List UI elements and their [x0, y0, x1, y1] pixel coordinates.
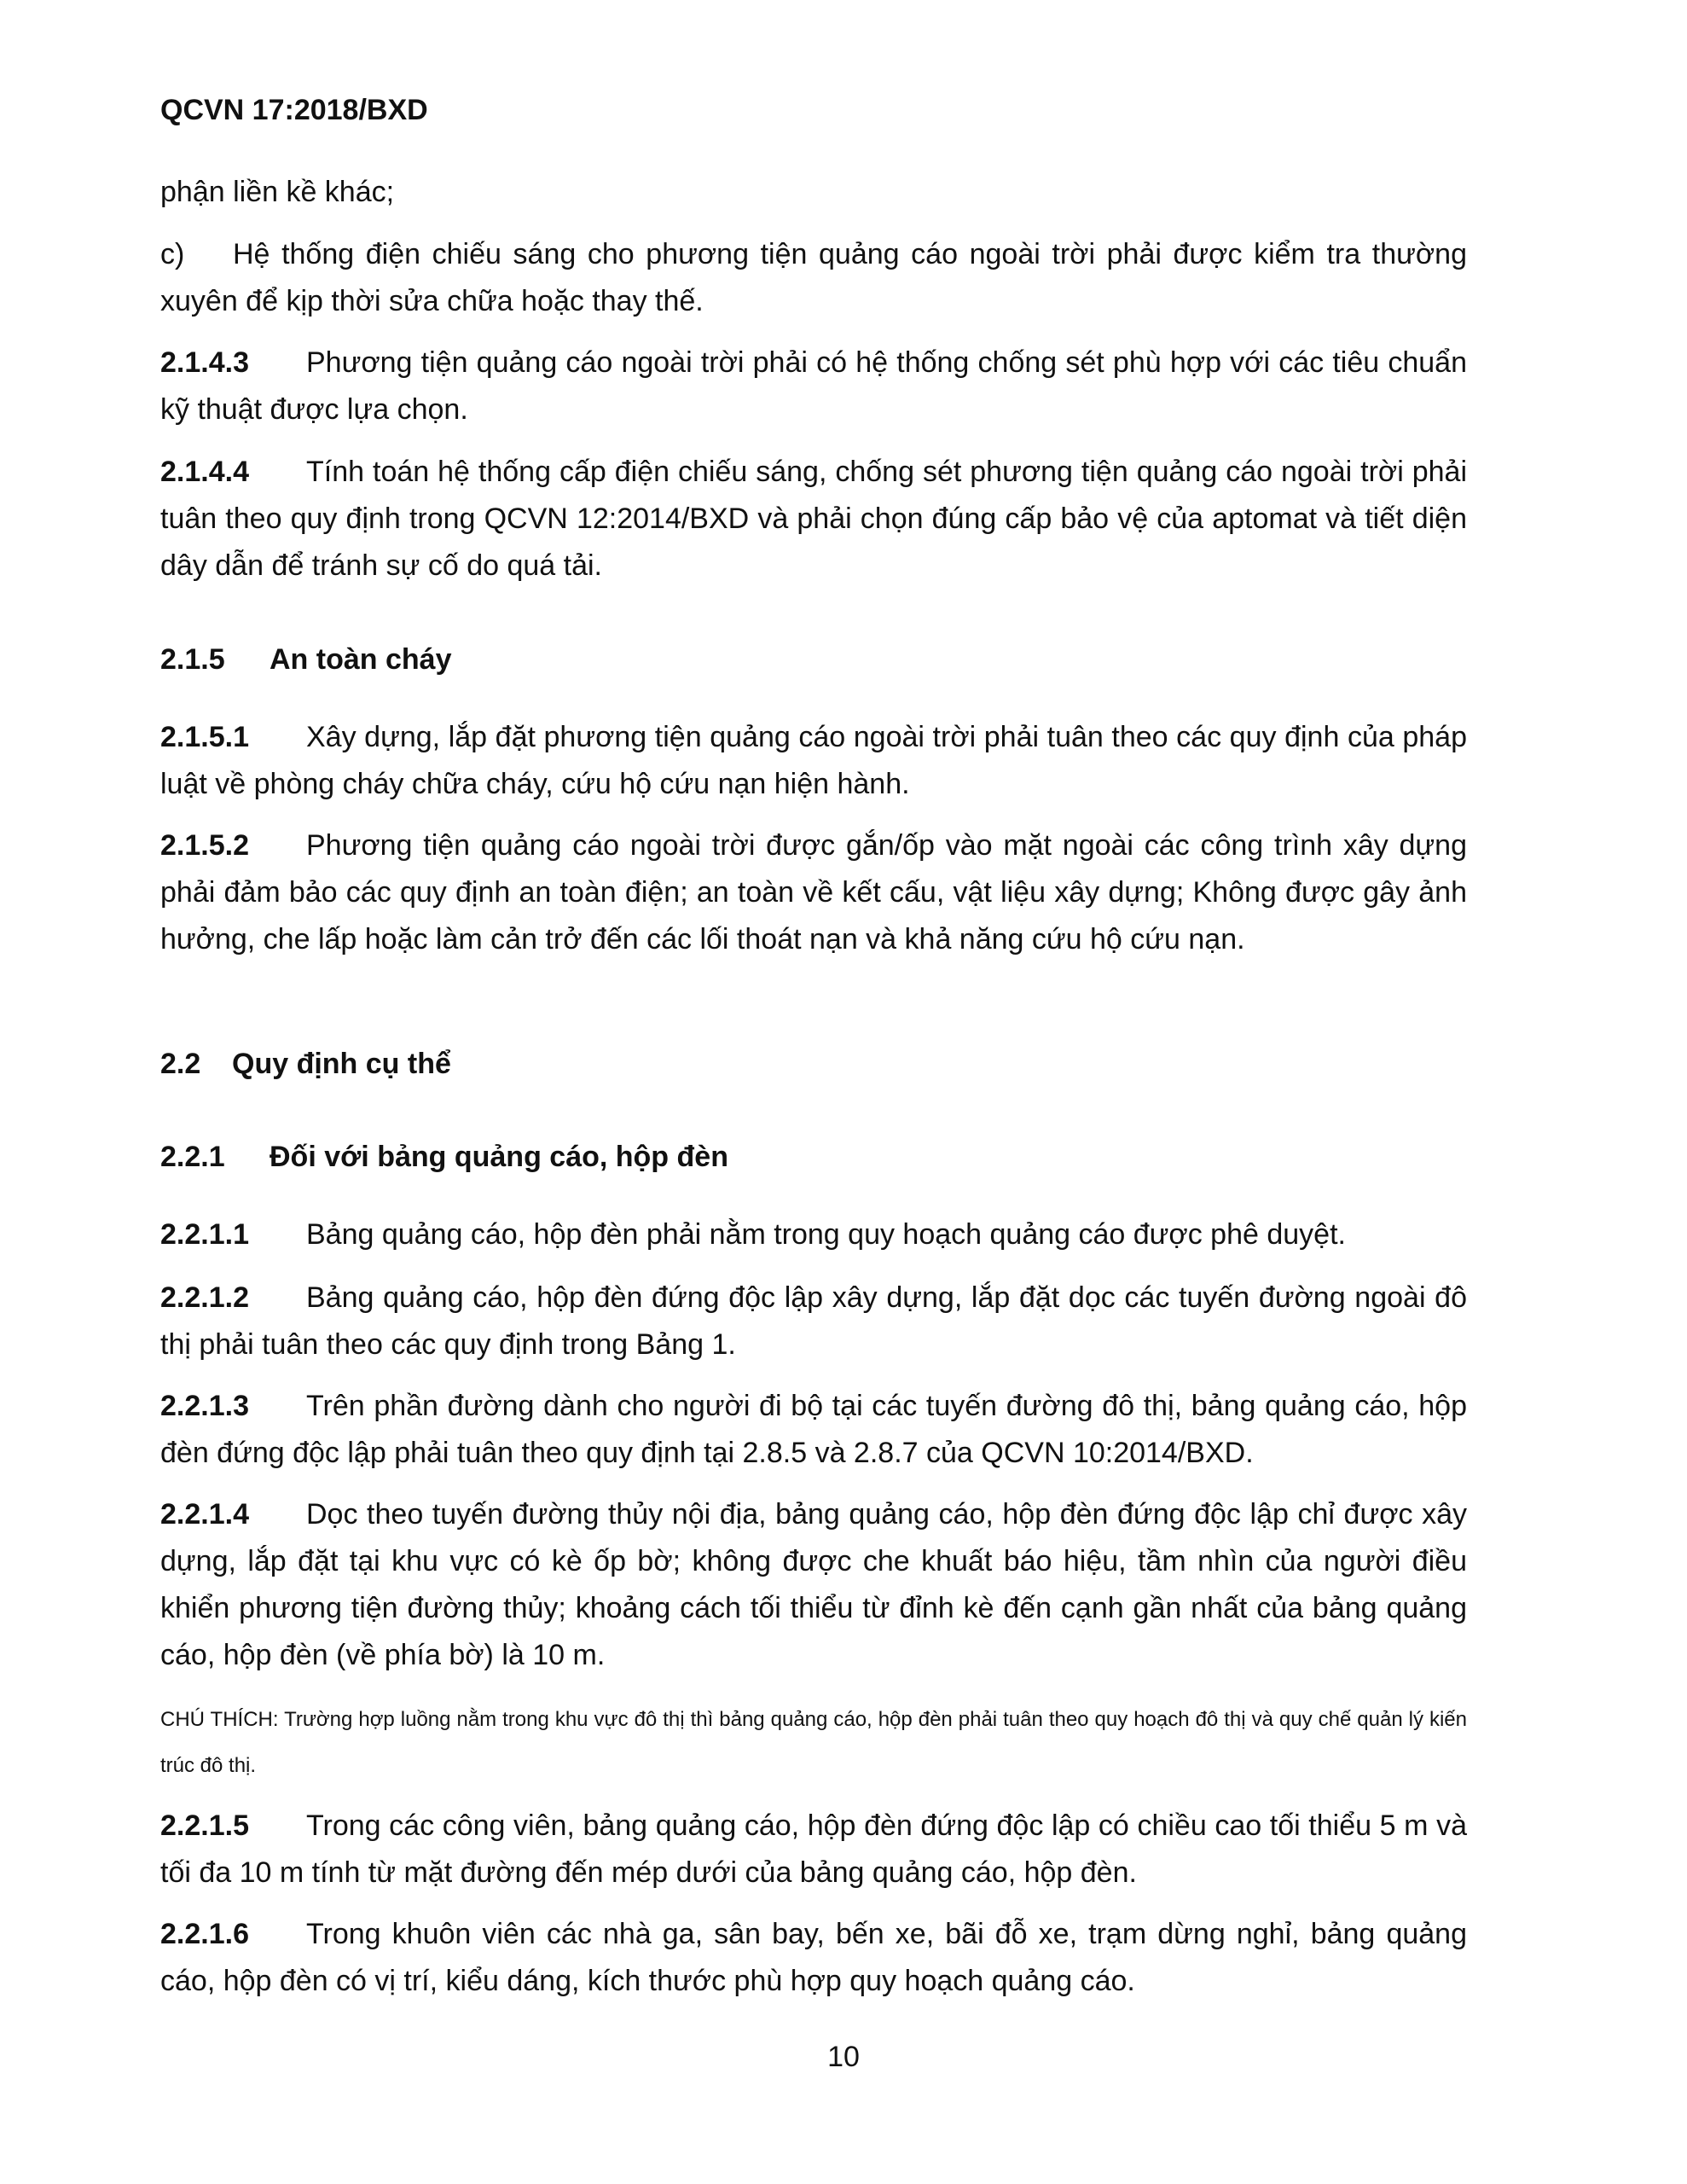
heading-number: 2.1.5 [160, 643, 225, 676]
paragraph-text: Xây dựng, lắp đặt phương tiện quảng cáo ngoài trời phải tuân theo các quy định của pháp luật về phòng cháy chữa cháy, cứu hộ cứu nạn hiện hành. [160, 721, 1467, 800]
item-label: c) [160, 238, 185, 270]
paragraph-text: Bảng quảng cáo, hộp đèn phải nằm trong quy hoạch quảng cáo được phê duyệt. [306, 1218, 1346, 1251]
heading-text: An toàn cháy [270, 643, 452, 676]
heading-2-1-5 [160, 636, 1467, 683]
clause-number: 2.2.1.4 [160, 1498, 249, 1531]
clause-number: 2.2.1.1 [160, 1218, 249, 1251]
heading-number: 2.2.1 [160, 1141, 225, 1173]
note: CHÚ THÍCH: Trường hợp luồng nằm trong khu vực đô thị thì bảng quảng cáo, hộp đèn phải tuân theo quy hoạch đô thị và quy chế quản lý kiến trúc đô thị. [160, 1708, 1467, 1777]
clause-2-1-5-1 [160, 714, 1467, 808]
clause-2-1-5-2 [160, 822, 1467, 963]
clause-number: 2.2.1.2 [160, 1281, 249, 1314]
clause-2-2-1-1 [160, 1211, 1467, 1258]
heading-2-2 [160, 1041, 1467, 1088]
paragraph-text: Bảng quảng cáo, hộp đèn đứng độc lập xây dựng, lắp đặt dọc các tuyến đường ngoài đô thị phải tuân theo các quy định trong Bảng 1. [160, 1281, 1467, 1361]
paragraph [160, 169, 1467, 216]
clause-number: 2.1.5.2 [160, 829, 249, 862]
clause-2-2-1-4 [160, 1491, 1467, 1679]
heading-text: Đối với bảng quảng cáo, hộp đèn [270, 1141, 728, 1173]
paragraph-text: Dọc theo tuyến đường thủy nội địa, bảng quảng cáo, hộp đèn đứng độc lập chỉ được xây dựng, lắp đặt tại khu vực có kè ốp bờ; không được che khuất báo hiệu, tầm nhìn của người điều khiển phương tiện đường thủy; khoảng cách tối thiểu từ đỉnh kè đến cạnh gần nhất của bảng quảng cáo, hộp đèn (về phía bờ) là 10 m. [160, 1498, 1467, 1671]
clause-2-1-4-4 [160, 449, 1467, 590]
clause-2-2-1-2 [160, 1275, 1467, 1368]
clause-2-2-1-5 [160, 1803, 1467, 1896]
heading-text: Quy định cụ thể [232, 1048, 451, 1080]
paragraph-text: Trong khuôn viên các nhà ga, sân bay, bến xe, bãi đỗ xe, trạm dừng nghỉ, bảng quảng cáo, hộp đèn có vị trí, kiểu dáng, kích thước phù hợp quy hoạch quảng cáo. [160, 1918, 1467, 1997]
clause-number: 2.1.4.3 [160, 346, 249, 379]
paragraph-text: Trong các công viên, bảng quảng cáo, hộp đèn đứng độc lập có chiều cao tối thiểu 5 m và tối đa 10 m tính từ mặt đường đến mép dưới của bảng quảng cáo, hộp đèn. [160, 1809, 1467, 1889]
paragraph-text: phận liền kề khác; [160, 176, 395, 208]
page-number: 10 [827, 2041, 860, 2073]
clause-number: 2.2.1.6 [160, 1918, 249, 1950]
paragraph-c [160, 231, 1467, 325]
paragraph-text: Phương tiện quảng cáo ngoài trời được gắn/ốp vào mặt ngoài các công trình xây dựng phải đảm bảo các quy định an toàn điện; an toàn về kết cấu, vật liệu xây dựng; Không được gây ảnh hưởng, che lấp hoặc làm cản trở đến các lối thoát nạn và khả năng cứu hộ cứu nạn. [160, 829, 1467, 956]
clause-2-2-1-3 [160, 1383, 1467, 1477]
paragraph-text: Tính toán hệ thống cấp điện chiếu sáng, chống sét phương tiện quảng cáo ngoài trời phải tuân theo quy định trong QCVN 12:2014/BXD và phải chọn đúng cấp bảo vệ của aptomat và tiết diện dây dẫn để tránh sự cố do quá tải. [160, 456, 1467, 582]
document-header: QCVN 17:2018/BXD [160, 94, 428, 126]
clause-number: 2.2.1.3 [160, 1390, 249, 1422]
clause-2-2-1-6 [160, 1911, 1467, 2005]
clause-number: 2.1.4.4 [160, 456, 249, 488]
heading-number: 2.2 [160, 1048, 201, 1080]
paragraph-text: Phương tiện quảng cáo ngoài trời phải có hệ thống chống sét phù hợp với các tiêu chuẩn kỹ thuật được lựa chọn. [160, 346, 1467, 426]
heading-2-2-1 [160, 1134, 1467, 1181]
paragraph-text: Hệ thống điện chiếu sáng cho phương tiện quảng cáo ngoài trời phải được kiểm tra thường xuyên để kịp thời sửa chữa hoặc thay thế. [160, 238, 1467, 317]
clause-2-1-4-3 [160, 340, 1467, 433]
paragraph-text: Trên phần đường dành cho người đi bộ tại các tuyến đường đô thị, bảng quảng cáo, hộp đèn đứng độc lập phải tuân theo quy định tại 2.8.5 và 2.8.7 của QCVN 10:2014/BXD. [160, 1390, 1467, 1469]
clause-number: 2.1.5.1 [160, 721, 249, 753]
clause-number: 2.2.1.5 [160, 1809, 249, 1842]
